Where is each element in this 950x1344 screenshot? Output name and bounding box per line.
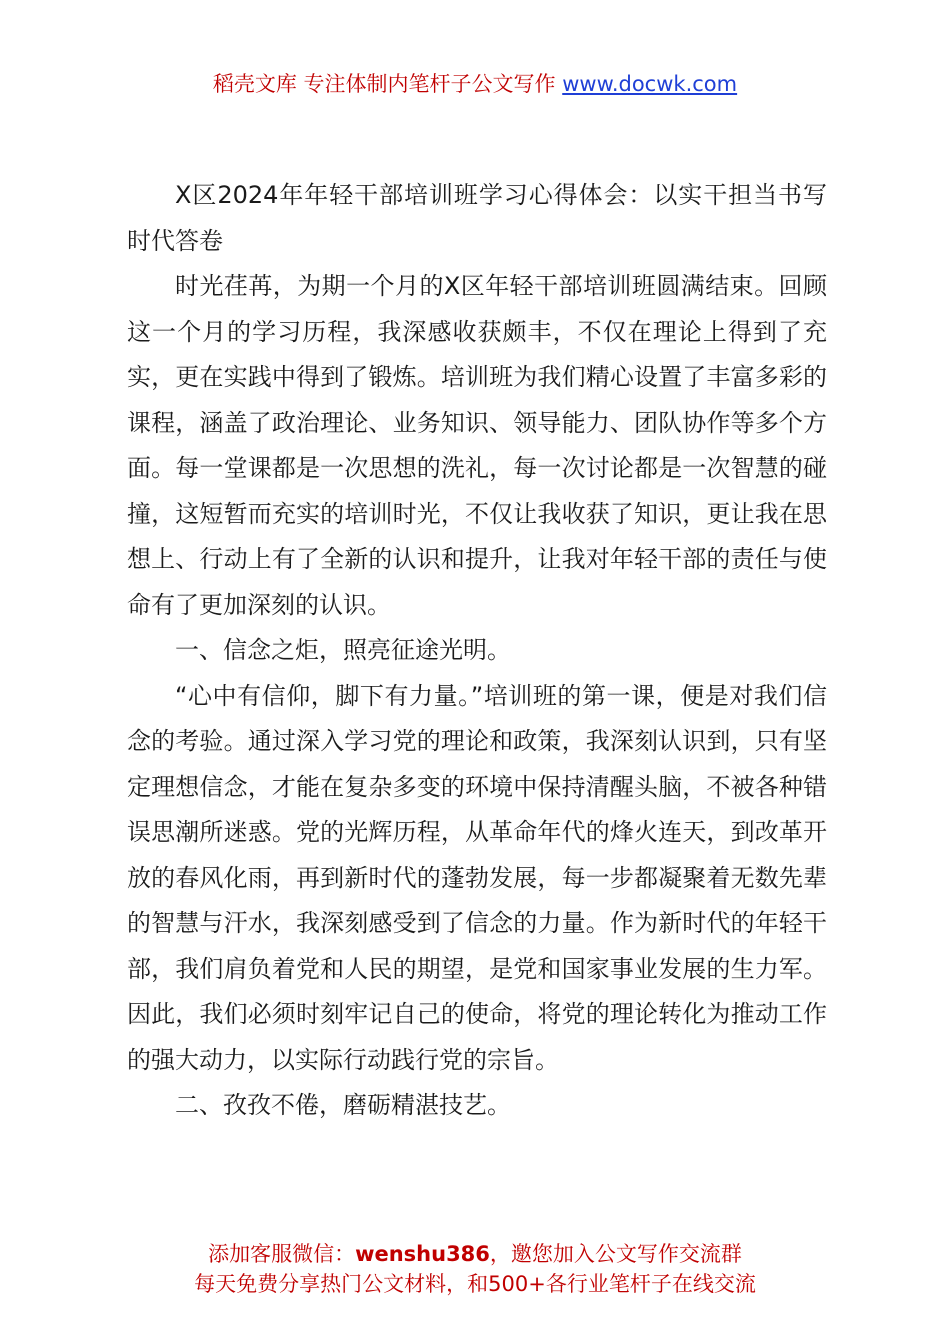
footer-wechat-prefix: 添加客服微信： (208, 1242, 356, 1266)
page-footer (0, 1239, 950, 1299)
footer-wechat-suffix: ，邀您加入公文写作交流群 (489, 1242, 742, 1266)
section-heading-2: 二、孜孜不倦，磨砺精湛技艺。 (175, 1091, 511, 1119)
document-title: X区2024年年轻干部培训班学习心得体会：以实干担当书写时代答卷 (127, 181, 827, 255)
footer-wechat-id: wenshu386 (355, 1242, 490, 1266)
header-url-link[interactable]: www.docwk.com (562, 72, 738, 96)
header-brand-text: 稻壳文库 专注体制内笔杆子公文写作 (212, 72, 563, 96)
page-header (0, 69, 950, 99)
paragraph-section-1: “心中有信仰，脚下有力量。”培训班的第一课，便是对我们信念的考验。通过深入学习党的理论和政策，我深刻认识到，只有坚定理想信念，才能在复杂多变的环境中保持清醒头脑，不被各种错误思潮所迷惑。党的光辉历程，从革命年代的烽火连天，到改革开放的春风化雨，再到新时代的蓬勃发展，每一步都凝聚着无数先辈的智慧与汗水，我深刻感受到了信念的力量。作为新时代的年轻干部，我们肩负着党和人民的期望，是党和国家事业发展的生力军。因此，我们必须时刻牢记自己的使命，将党的理论转化为推动工作的强大动力，以实际行动践行党的宗旨。 (127, 681, 827, 1074)
footer-line-1 (0, 1239, 950, 1269)
footer-line-2: 每天免费分享热门公文材料，和500+各行业笔杆子在线交流 (194, 1272, 756, 1296)
paragraph-intro: 时光荏苒，为期一个月的X区年轻干部培训班圆满结束。回顾这一个月的学习历程，我深感收获颇丰，不仅在理论上得到了充实，更在实践中得到了锻炼。培训班为我们精心设置了丰富多彩的课程，涵盖了政治理论、业务知识、领导能力、团队协作等多个方面。每一堂课都是一次思想的洗礼，每一次讨论都是一次智慧的碰撞，这短暂而充实的培训时光，不仅让我收获了知识，更让我在思想上、行动上有了全新的认识和提升，让我对年轻干部的责任与使命有了更加深刻的认识。 (127, 272, 827, 619)
section-heading-1: 一、信念之炬，照亮征途光明。 (175, 636, 511, 664)
document-body (127, 173, 827, 1129)
